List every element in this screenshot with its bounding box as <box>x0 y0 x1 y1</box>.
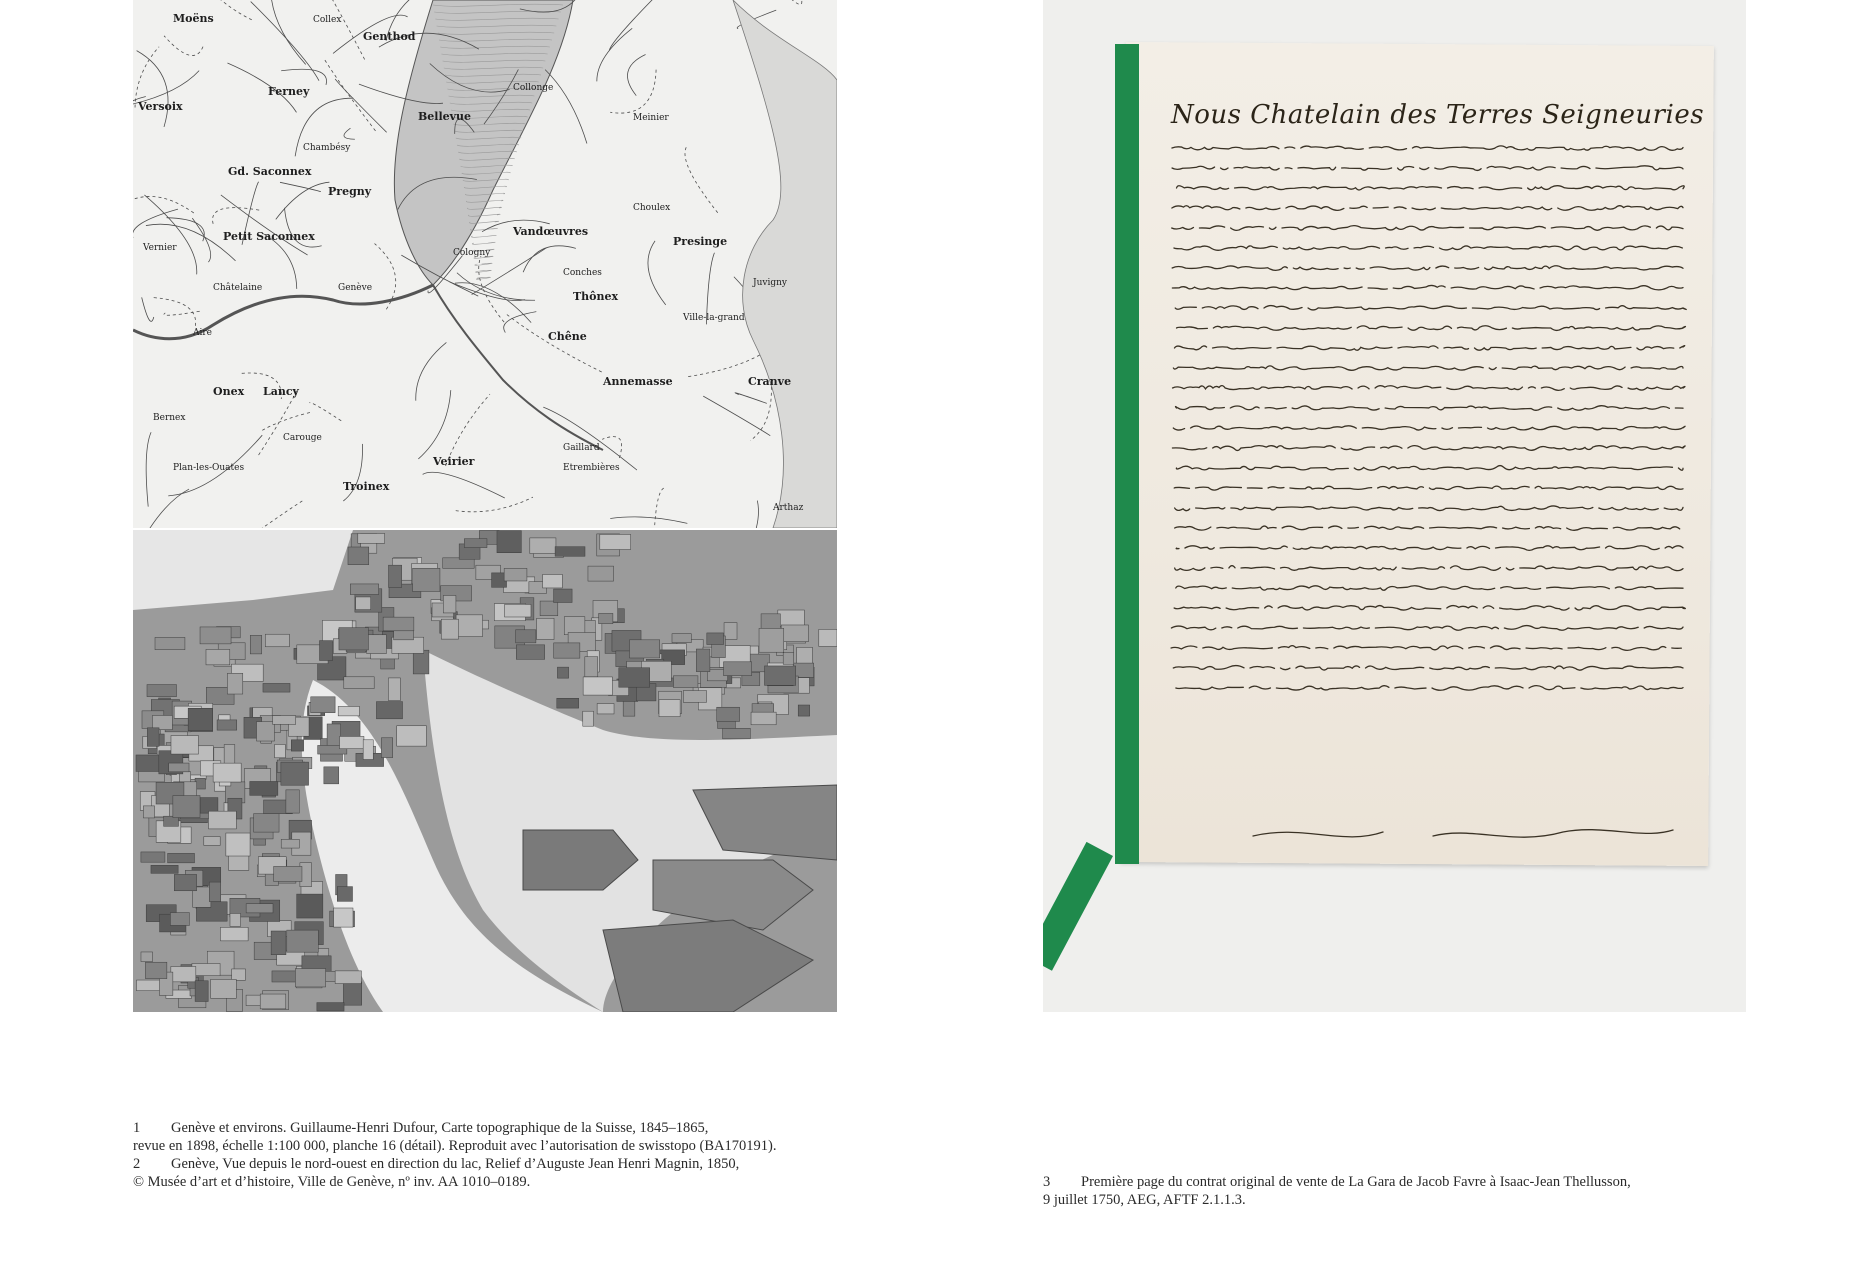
relief-model-drawing <box>133 530 837 1012</box>
map-place-label: Moëns <box>173 12 214 25</box>
map-place-label: Bernex <box>153 413 186 423</box>
handwriting-line <box>1172 266 1683 271</box>
handwriting-line <box>1175 306 1689 310</box>
map-place-label: Collonge <box>513 83 554 93</box>
map-place-label: Chêne <box>548 330 587 343</box>
map-place-label: Gaillard <box>563 443 600 453</box>
handwriting-line <box>1173 426 1685 430</box>
caption-number: 3 <box>1043 1174 1051 1190</box>
handwriting-lines <box>1043 0 1746 1012</box>
map-place-label: Meinier <box>633 113 669 123</box>
map-place-label: Collex <box>313 15 342 25</box>
handwriting-line <box>1172 166 1689 171</box>
manuscript-heading: Nous Chatelain des Terres Seigneuries <box>1171 100 1705 130</box>
handwriting-line <box>1172 226 1683 231</box>
map-place-label: Onex <box>213 385 245 398</box>
handwriting-line <box>1172 146 1683 150</box>
caption-2 <box>133 1155 823 1191</box>
caption-text: revue en 1898, échelle 1:100 000, planche 16 (détail). Reproduit avec l’autorisation de swisstopo (BA170191). <box>133 1138 777 1154</box>
map-place-label: Veirier <box>433 455 475 468</box>
map-place-label: Arthaz <box>773 503 804 513</box>
handwriting-line <box>1175 526 1686 530</box>
captions-right <box>1043 1173 1743 1209</box>
map-place-label: Troinex <box>343 480 390 493</box>
caption-number: 1 <box>133 1120 141 1136</box>
caption-text-line: Première page du contrat original de vente de La Gara de Jacob Favre à Isaac-Jean Thellusson, <box>1081 1174 1631 1190</box>
handwriting-line <box>1172 446 1685 451</box>
map-place-label: Cranve <box>748 375 792 388</box>
caption-text-line: Genève et environs. Guillaume-Henri Dufour, Carte topographique de la Suisse, 1845–1865, <box>171 1120 709 1136</box>
handwriting-line <box>1173 366 1689 370</box>
handwriting-line <box>1176 686 1683 691</box>
handwriting-line <box>1174 346 1689 351</box>
handwriting-line <box>1176 546 1683 551</box>
map-place-label: Annemasse <box>603 375 673 388</box>
map-place-label: Genthod <box>363 30 416 43</box>
map-place-label: Vernier <box>143 243 177 253</box>
flourish <box>1253 830 1673 837</box>
map-place-label: Bellevue <box>418 110 472 123</box>
caption-text: 9 juillet 1750, AEG, AFTF 2.1.1.3. <box>1043 1192 1246 1208</box>
caption-3 <box>1043 1173 1743 1209</box>
caption-1 <box>133 1119 823 1155</box>
map-place-label: Chambésy <box>303 143 351 153</box>
manuscript-photo <box>1043 0 1746 1012</box>
handwriting-line <box>1177 186 1685 190</box>
handwriting-line <box>1172 206 1683 211</box>
handwriting-line <box>1173 386 1685 391</box>
handwriting-line <box>1171 626 1683 631</box>
map-place-label: Conches <box>563 268 602 278</box>
handwriting-line <box>1175 566 1683 571</box>
topographic-map-image <box>133 0 837 528</box>
map-place-label: Carouge <box>283 433 322 443</box>
handwriting-line <box>1176 586 1683 591</box>
handwriting-line <box>1173 666 1683 671</box>
handwriting-line <box>1175 506 1683 511</box>
map-place-label: Gd. Saconnex <box>228 165 312 178</box>
caption-text: © Musée d’art et d’histoire, Ville de Genève, nº inv. AA 1010–0189. <box>133 1174 531 1190</box>
handwriting-line <box>1172 285 1689 289</box>
map-place-label: Cologny <box>453 248 491 258</box>
captions-left <box>133 1119 823 1191</box>
map-place-label: Petit Saconnex <box>223 230 315 243</box>
map-place-label: Etrembières <box>563 463 620 473</box>
map-place-label: Plan-les-Ouates <box>173 463 245 473</box>
caption-text-line: Genève, Vue depuis le nord-ouest en direction du lac, Relief d’Auguste Jean Henri Magnin, 1850, <box>171 1156 740 1172</box>
handwriting-line <box>1174 486 1683 490</box>
handwriting-line <box>1174 246 1688 250</box>
map-place-label: Pregny <box>328 185 372 198</box>
map-place-label: Aire <box>193 328 213 338</box>
relief-model-photo <box>133 530 837 1012</box>
map-place-label: Genève <box>338 283 373 293</box>
map-place-label: Ville-la-grand <box>683 313 745 323</box>
handwriting-line <box>1176 466 1683 471</box>
map-place-label: Choulex <box>633 203 671 213</box>
map-place-label: Vandœuvres <box>513 225 589 238</box>
handwriting-line <box>1174 606 1685 611</box>
map-place-label: Châtelaine <box>213 283 263 293</box>
caption-number: 2 <box>133 1156 141 1172</box>
map-place-label: Thônex <box>573 290 619 303</box>
map-place-label: Lancy <box>263 385 299 398</box>
map-place-label: Ferney <box>268 85 310 98</box>
handwriting-line <box>1171 646 1687 651</box>
map-place-label: Juvigny <box>753 278 788 288</box>
map-drawing <box>133 0 837 528</box>
handwriting-line <box>1176 406 1683 411</box>
handwriting-line <box>1177 326 1686 331</box>
map-place-label: Versoix <box>138 100 183 113</box>
map-place-label: Presinge <box>673 235 728 248</box>
